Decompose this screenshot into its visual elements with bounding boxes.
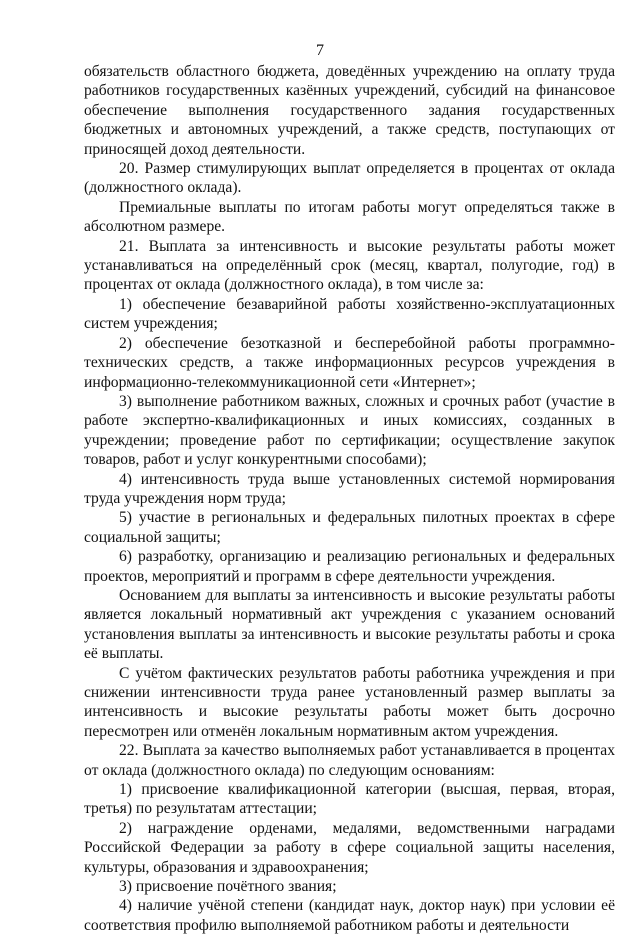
list-item-21-1: 1) обеспечение безаварийной работы хозяйственно-эксплуатационных систем учреждения; [84, 295, 615, 333]
list-item-22-1: 1) присвоение квалификационной категории (высшая, первая, вторая, третья) по результатам аттестации; [84, 781, 615, 818]
paragraph-continuation: обязательств областного бюджета, доведённых учреждению на оплату труда работников государственных казённых учреждений, субсидий на финансовое обеспечение выполнения государственного задания государственных бюджетных и автономных учреждений, а также средств, поступающих от приносящей доход деятельности. [84, 63, 615, 158]
list-item-21-5: 5) участие в региональных и федеральных пилотных проектах в сфере социальной защиты; [84, 509, 615, 546]
paragraph-payment-revision: С учётом фактических результатов работы работника учреждения и при снижении интенсивности труда ранее установленный размер выплаты за интенсивность и высокие результаты работы может быть досрочно пересмотрен или отменён локальным нормативным актом учреждения. [84, 664, 615, 740]
list-item-21-6: 6) разработку, организацию и реализацию региональных и федеральных проектов, мероприятий и программ в сфере деятельности учреждения. [84, 548, 615, 585]
list-item-22-3: 3) присвоение почётного звания; [119, 878, 337, 896]
page-number: 7 [316, 42, 324, 59]
document-body [84, 62, 615, 935]
list-item-21-2: 2) обеспечение безотказной и бесперебойной работы программно-технических средств, а также информационных ресурсов учреждения в информационно-телекоммуникационной сети «Интернет»; [84, 334, 615, 391]
paragraph-clause-22: 22. Выплата за качество выполняемых работ устанавливается в процентах от оклада (должностного оклада) по следующим основаниям: [84, 742, 615, 779]
list-item-22-2: 2) награждение орденами, медалями, ведомственными наградами Российской Федерации за работу в сфере социальной защиты населения, культуры, образования и здравоохранения; [84, 819, 615, 876]
paragraph-payment-basis: Основанием для выплаты за интенсивность и высокие результаты работы является локальный нормативный акт учреждения с указанием оснований установления выплаты за интенсивность и высокие результаты работы и срока её выплаты. [84, 586, 615, 663]
paragraph-bonus-payments: Премиальные выплаты по итогам работы могут определяться также в абсолютном размере. [84, 198, 615, 236]
list-item-22-4: 4) наличие учёной степени (кандидат наук, доктор наук) при условии её соответствия профилю выполняемой работником работы и деятельности [84, 897, 615, 934]
paragraph-clause-21: 21. Выплата за интенсивность и высокие результаты работы может устанавливаться на определённый срок (месяц, квартал, полугодие, год) в процентах от оклада (должностного оклада), в том числе за: [84, 237, 615, 294]
list-item-21-4: 4) интенсивность труда выше установленных системой нормирования труда учреждения норм труда; [84, 470, 615, 507]
paragraph-clause-20: 20. Размер стимулирующих выплат определяется в процентах от оклада (должностного оклада). [84, 160, 615, 197]
list-item-21-3: 3) выполнение работником важных, сложных и срочных работ (участие в работе экспертно-квалификационных и иных комиссиях, созданных в учреждении; проведение работ по сертификации; осуществление закупок товаров, работ и услуг конкурентными способами); [84, 392, 615, 469]
